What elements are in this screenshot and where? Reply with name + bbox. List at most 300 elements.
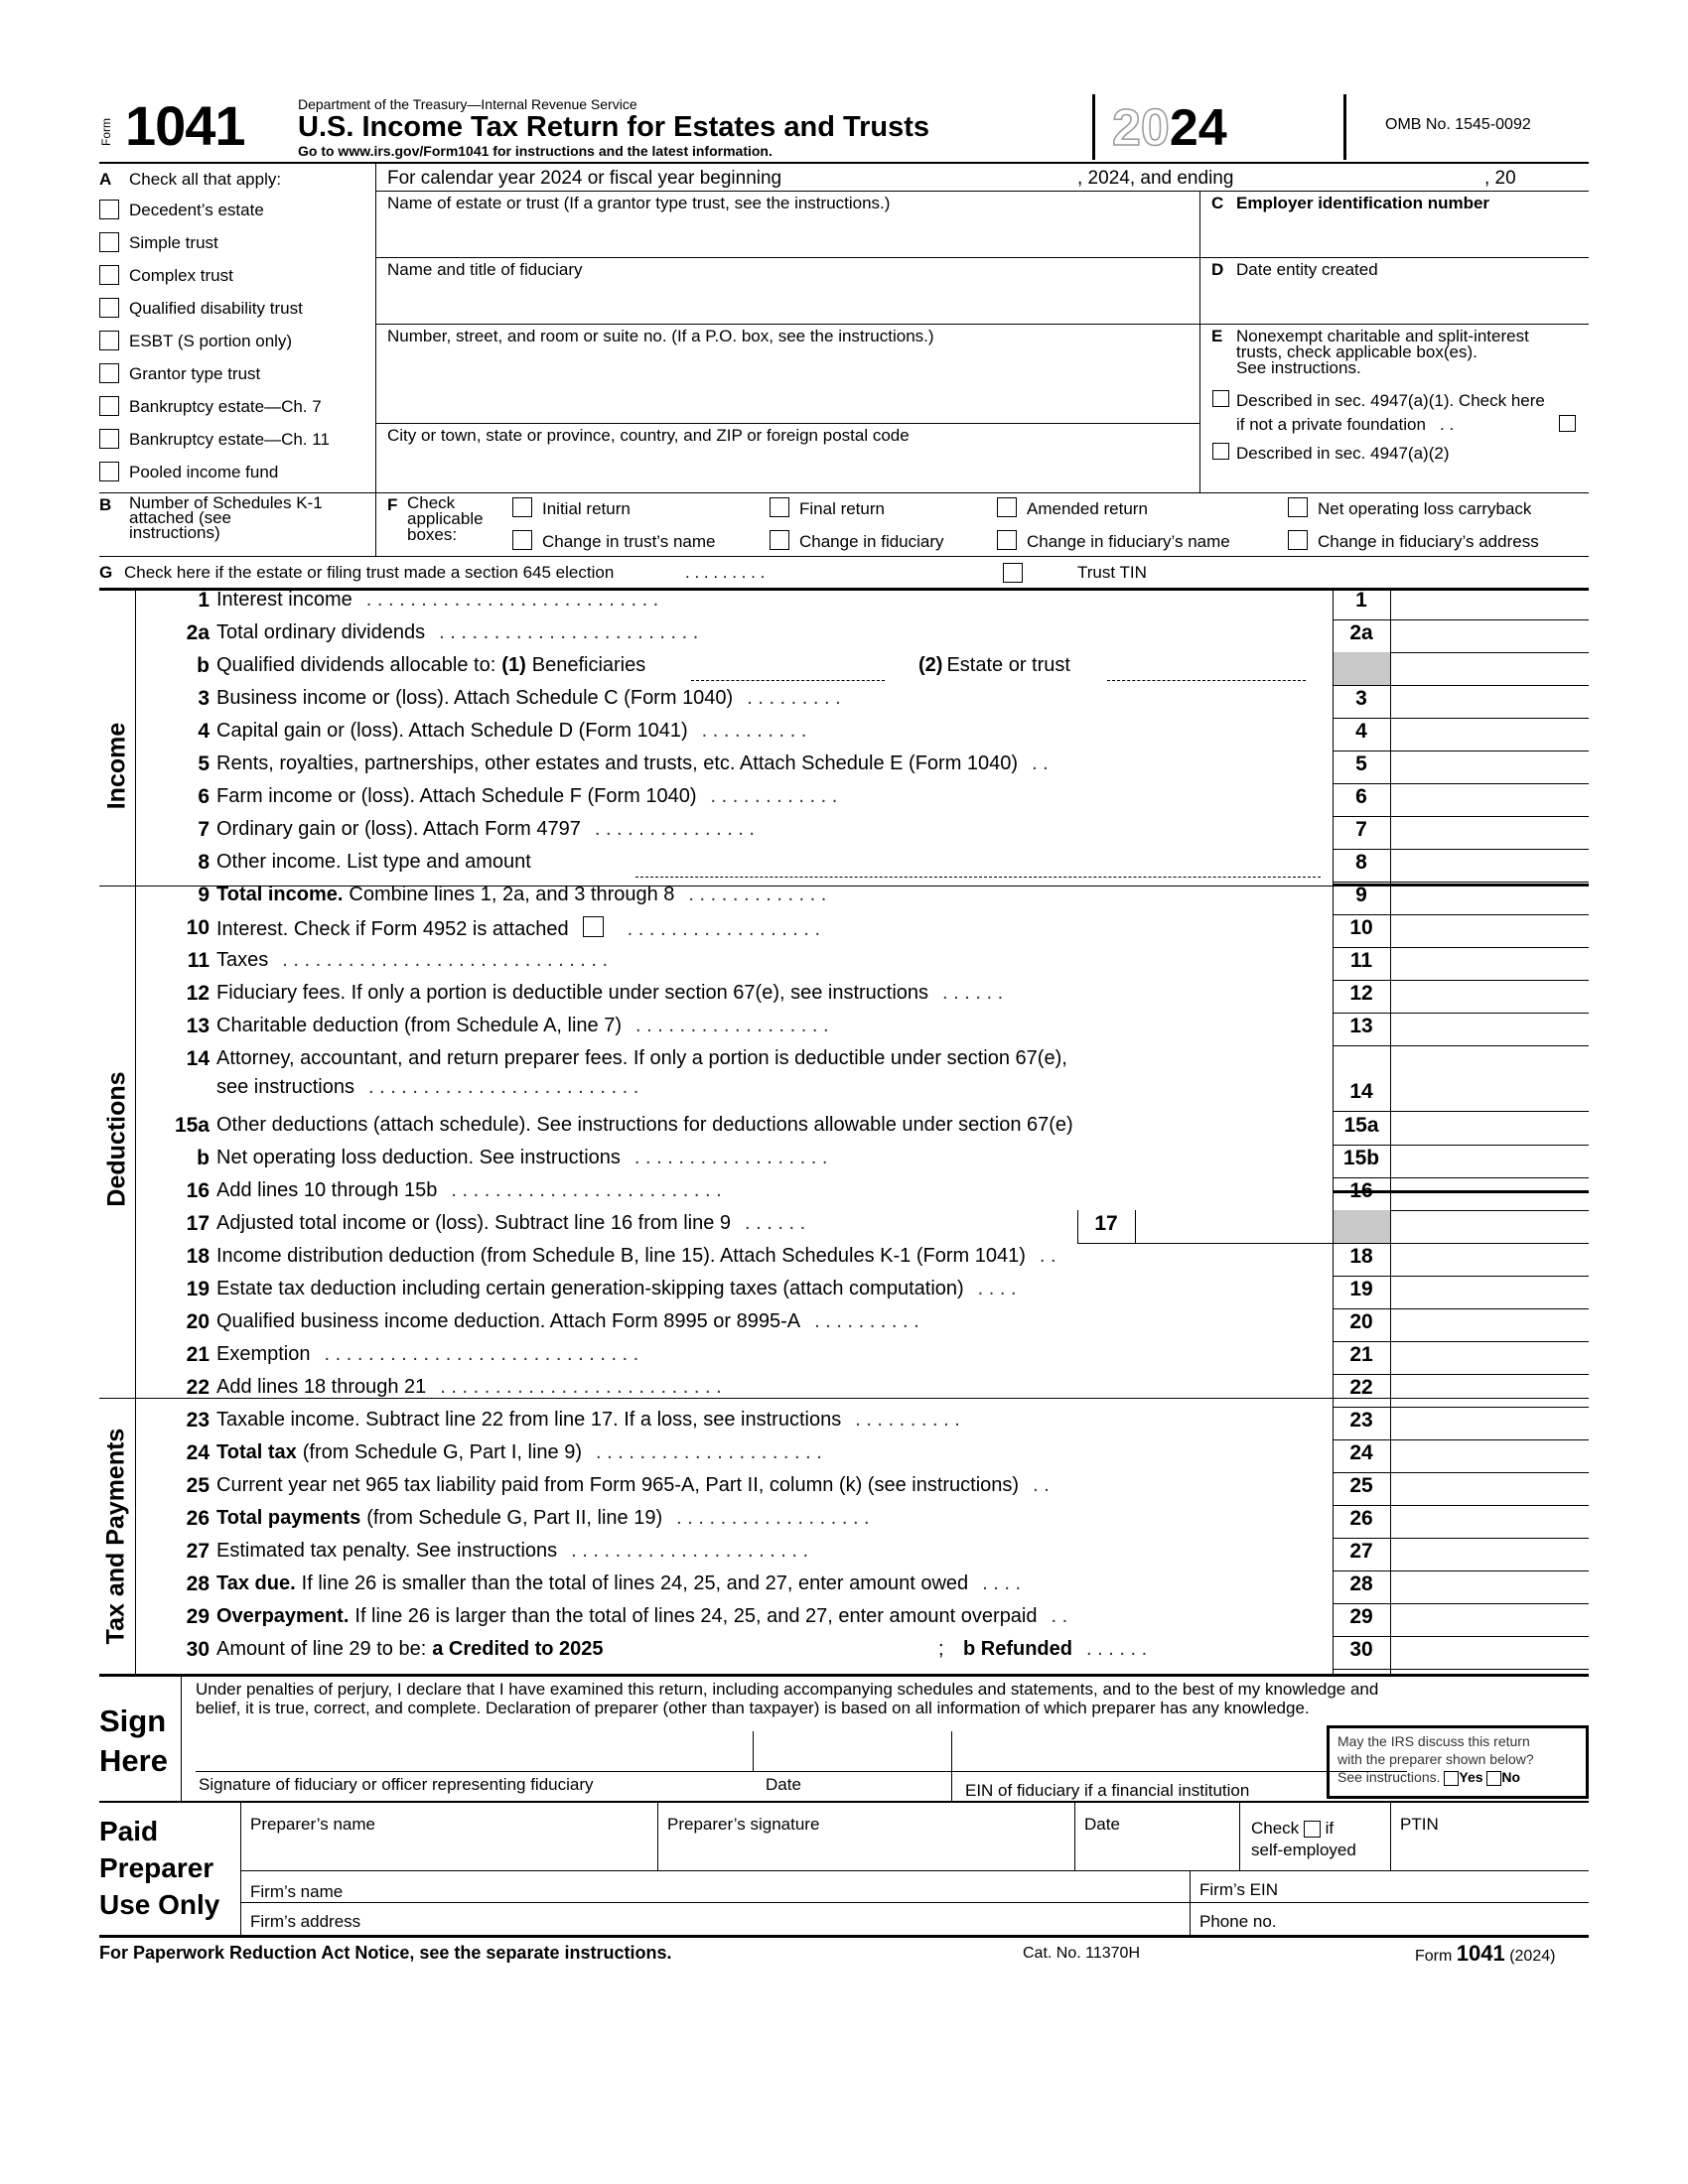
line-text: Total income.	[216, 884, 344, 905]
e-private-foundation-checkbox[interactable]	[1559, 415, 1576, 432]
line-text: Income distribution deduction (from Schedule B, line 15). Attach Schedules K-1 (Form 1041)	[216, 1245, 1026, 1267]
deductions-section-title: Deductions	[102, 1071, 131, 1207]
e-option-1: Described in sec. 4947(a)(1). Check here	[1236, 391, 1545, 410]
line-label	[216, 621, 698, 644]
line-text: Other income. List type and amount	[216, 851, 531, 873]
divider	[1190, 1870, 1191, 1937]
line-text: Beneficiaries	[531, 654, 646, 676]
line-number: 25	[186, 1474, 210, 1497]
line-text: Qualified dividends allocable to:	[216, 654, 496, 676]
amount-field[interactable]	[1390, 1536, 1589, 1566]
irs-discuss-no-checkbox[interactable]	[1486, 1771, 1501, 1786]
amount-field[interactable]	[1390, 1076, 1589, 1106]
section-f-checkbox[interactable]	[770, 497, 789, 517]
line-box-label: 8	[1355, 851, 1367, 874]
divider	[99, 1674, 1589, 1677]
footer-form-number: 1041	[1456, 1941, 1505, 1966]
amount-field[interactable]	[1390, 1175, 1589, 1205]
instructions-link[interactable]: Go to www.irs.gov/Form1041 for instructions and the latest information.	[298, 143, 773, 159]
leader-dots: . .	[1039, 1245, 1056, 1267]
line-text: Taxable income. Subtract line 22 from line 17. If a loss, see instructions	[216, 1409, 842, 1431]
divider	[1333, 685, 1589, 686]
amount-field[interactable]	[1390, 1143, 1589, 1172]
line-text: see instructions	[216, 1076, 354, 1098]
section-f-checkbox[interactable]	[770, 530, 789, 550]
amount-field[interactable]	[1390, 1306, 1589, 1336]
line-label	[216, 1441, 822, 1464]
fiduciary-name-field[interactable]: Name and title of fiduciary	[387, 260, 583, 279]
line-number: 4	[198, 720, 210, 743]
irs-discuss-options	[1337, 1768, 1578, 1786]
line-label	[216, 1572, 1021, 1595]
line-label	[216, 1540, 808, 1563]
line-box-label: 21	[1349, 1343, 1373, 1366]
line-box-label: 15b	[1342, 1147, 1380, 1169]
line-number: 30	[186, 1638, 210, 1661]
line-number: 12	[186, 982, 210, 1005]
firm-address-field[interactable]: Firm’s address	[250, 1912, 361, 1931]
line-label	[216, 1343, 638, 1366]
header-divider	[1092, 94, 1095, 160]
no-label: No	[1501, 1769, 1521, 1785]
line-label	[216, 884, 826, 906]
yes-label: Yes	[1459, 1769, 1483, 1785]
g-dots: . . . . . . . . .	[685, 563, 766, 582]
footer-form	[1415, 1941, 1555, 1967]
leader-dots: . . . .	[982, 1572, 1022, 1594]
line-label	[216, 654, 645, 677]
line-text: Total payments	[216, 1507, 361, 1529]
amount-field[interactable]	[1390, 683, 1589, 713]
section-f-option: Final return	[799, 499, 885, 518]
divider	[1077, 1243, 1333, 1244]
section-a-checkbox[interactable]	[99, 200, 119, 219]
line-label	[216, 1047, 1067, 1070]
section-f-text	[407, 495, 484, 543]
line-text: Add lines 10 through 15b	[216, 1179, 438, 1201]
section-a-checkbox[interactable]	[99, 298, 119, 318]
line-label	[216, 1376, 722, 1399]
line-number: 6	[198, 785, 210, 808]
line-number: 23	[186, 1409, 210, 1432]
section-e-text: See instructions.	[1236, 358, 1361, 377]
amount-field[interactable]	[1390, 1274, 1589, 1303]
e-option-1b: if not a private foundation	[1236, 415, 1426, 434]
line-box-label: 7	[1355, 818, 1367, 841]
section-g-label: G	[99, 563, 113, 582]
sign-title-line: Sign	[99, 1704, 167, 1738]
divider	[1333, 1045, 1589, 1046]
line-label	[918, 654, 1070, 677]
line-text: a Credited to 2025	[432, 1638, 604, 1660]
amount-field[interactable]	[1390, 781, 1589, 811]
leader-dots: . . . . . . . . . . . . . . . . . . . . . . . . . . .	[365, 589, 659, 611]
section-f-checkbox[interactable]	[1288, 530, 1308, 550]
section-b-text	[129, 495, 323, 540]
amount-field[interactable]	[1390, 814, 1589, 844]
entity-section	[99, 164, 1589, 493]
section-f-option: Change in fiduciary	[799, 532, 944, 551]
header-divider	[1343, 94, 1346, 160]
section-a-option: ESBT (S portion only)	[129, 332, 293, 350]
section-f-option: Initial return	[542, 499, 631, 518]
line-text: Estimated tax penalty. See instructions	[216, 1540, 558, 1562]
perjury-text: Under penalties of perjury, I declare that I have examined this return, including accompanying schedules and statements, and to the best of my knowledge and	[196, 1680, 1379, 1699]
divider	[181, 1674, 182, 1803]
other-income-field[interactable]	[635, 877, 1321, 878]
amount-field[interactable]	[1390, 1601, 1589, 1631]
divider	[657, 1803, 658, 1870]
leader-dots: . . . . . . . . . .	[814, 1310, 919, 1332]
line-label	[216, 1245, 1056, 1268]
section-a-checkbox[interactable]	[99, 396, 119, 416]
line-label	[216, 1147, 827, 1169]
fiduciary-signature-field[interactable]: Signature of fiduciary or officer representing fiduciary	[199, 1775, 594, 1794]
line-box-label: 29	[1349, 1605, 1373, 1628]
line-box-label: 13	[1349, 1015, 1373, 1037]
amount-field[interactable]	[1390, 945, 1589, 975]
preparer-title-line: Use Only	[99, 1889, 220, 1920]
line-label	[216, 785, 837, 808]
divider	[1239, 1803, 1240, 1870]
leader-dots: . . . . . . . . . . . . . . . . . .	[635, 1015, 829, 1036]
divider	[1333, 1669, 1589, 1670]
city-field[interactable]: City or town, state or province, country, and ZIP or foreign postal code	[387, 426, 910, 445]
amount-field[interactable]	[1390, 716, 1589, 746]
divider	[951, 1731, 952, 1803]
irs-discuss-text: with the preparer shown below?	[1337, 1751, 1534, 1767]
preparer-title-line: Paid	[99, 1816, 159, 1846]
section-f-option: Amended return	[1027, 499, 1148, 518]
e-4947a1-checkbox[interactable]	[1212, 390, 1229, 407]
line-number: 21	[186, 1343, 210, 1366]
line-box-label: 12	[1349, 982, 1373, 1005]
line-text: b Refunded	[963, 1638, 1072, 1660]
line-text: Tax due.	[216, 1572, 296, 1594]
sign-date-field[interactable]: Date	[766, 1775, 801, 1794]
section-f-checkbox[interactable]	[512, 530, 532, 550]
line-text: Farm income or (loss). Attach Schedule F (Form 1040)	[216, 785, 697, 807]
fiduciary-ein-field[interactable]: EIN of fiduciary if a financial institution	[965, 1781, 1250, 1800]
divider	[1199, 191, 1200, 493]
section-a-option: Bankruptcy estate—Ch. 7	[129, 397, 322, 416]
amount-field[interactable]	[1390, 1569, 1589, 1598]
section-d-label: D	[1211, 260, 1224, 279]
line-box-label: 15a	[1343, 1114, 1379, 1137]
line-box-label: 9	[1355, 884, 1367, 906]
leader-dots: . . . . . . . . . . . . . . . . . . . . . .	[571, 1540, 809, 1562]
line-number: 14	[186, 1047, 210, 1070]
line-text: (1)	[501, 654, 526, 676]
leader-dots: . . . . . . . . . . . . . . . . . . . . . . . . .	[367, 1076, 639, 1098]
form-title: U.S. Income Tax Return for Estates and Trusts	[298, 111, 930, 143]
section-f-checkbox[interactable]	[997, 497, 1017, 517]
line-text: ;	[938, 1638, 944, 1660]
line-text: Amount of line 29 to be:	[216, 1638, 427, 1660]
line-box-label: 26	[1349, 1507, 1373, 1530]
divider	[240, 1902, 1589, 1903]
line-17-amount-field[interactable]	[1136, 1210, 1332, 1243]
line-label	[216, 1015, 829, 1037]
line-label	[216, 1310, 919, 1333]
ein-field[interactable]: Employer identification number	[1236, 194, 1490, 212]
estate-name-field[interactable]: Name of estate or trust (If a grantor type trust, see the instructions.)	[387, 194, 891, 212]
line-number: 27	[186, 1540, 210, 1563]
line-number: 9	[198, 884, 210, 906]
line-number: 22	[186, 1376, 210, 1399]
line-number: 18	[186, 1245, 210, 1268]
line-number: 8	[198, 851, 210, 874]
line-label	[216, 982, 1003, 1005]
line-text: Net operating loss deduction. See instructions	[216, 1147, 621, 1168]
section-a-checkbox[interactable]	[99, 429, 119, 449]
section-a-checkbox[interactable]	[99, 331, 119, 350]
section-c-label: C	[1211, 194, 1224, 212]
line-box-label: 18	[1349, 1245, 1373, 1268]
section-a-option: Decedent’s estate	[129, 201, 264, 219]
line-box-label: 23	[1349, 1409, 1373, 1432]
leader-dots: . . . . . . . . . . . . .	[688, 884, 827, 905]
section-b-line: Number of Schedules K-1	[129, 493, 323, 512]
line-box-label: 11	[1349, 949, 1373, 972]
line-text: Capital gain or (loss). Attach Schedule D (Form 1041)	[216, 720, 688, 742]
irs-discuss-text: May the IRS discuss this return	[1337, 1733, 1530, 1749]
firm-ein-field[interactable]: Firm’s EIN	[1199, 1880, 1279, 1899]
leader-dots: . .	[1051, 1605, 1068, 1627]
estate-amount-field[interactable]	[1107, 680, 1306, 681]
amount-field[interactable]	[1390, 585, 1589, 614]
section-a-option: Qualified disability trust	[129, 299, 303, 318]
line-label	[216, 818, 755, 841]
tax-year-bold: 24	[1169, 99, 1227, 157]
self-employed-label: self-employed	[1251, 1841, 1356, 1859]
line-number: 15a	[174, 1114, 210, 1137]
leader-dots: . . . . . . . . . .	[701, 720, 807, 742]
beneficiaries-amount-field[interactable]	[691, 680, 885, 681]
amount-field[interactable]	[1390, 978, 1589, 1008]
section-a-option: Complex trust	[129, 266, 233, 285]
amount-field[interactable]	[1390, 847, 1589, 877]
line-number: b	[197, 1147, 210, 1169]
line-number: 28	[186, 1572, 210, 1595]
line-text: (from Schedule G, Part II, line 19)	[366, 1507, 663, 1529]
line-text: (from Schedule G, Part I, line 9)	[302, 1441, 582, 1463]
line-label	[216, 851, 531, 874]
calendar-line-year: , 20	[1484, 168, 1516, 189]
phone-field[interactable]: Phone no.	[1199, 1912, 1277, 1931]
amount-field[interactable]	[1390, 1372, 1589, 1402]
section-a-heading: Check all that apply:	[129, 170, 282, 189]
line-box-label: 3	[1355, 687, 1367, 710]
line-number: 16	[186, 1179, 210, 1202]
line-number: 3	[198, 687, 210, 710]
section-a-checkbox[interactable]	[99, 363, 119, 383]
line-box-label: 24	[1349, 1441, 1373, 1464]
leader-dots: . . . . . . . . . . . . . . . . . . . . . . . .	[439, 621, 699, 643]
section-a-checkbox[interactable]	[99, 232, 119, 252]
section-b-line: instructions)	[129, 523, 220, 542]
line-items	[99, 589, 1589, 1674]
line-box-label: 1	[1355, 589, 1367, 612]
section-b-label: B	[99, 495, 112, 514]
line-box-label: 16	[1349, 1179, 1373, 1202]
e-dots: . .	[1440, 415, 1455, 434]
line-number: 1	[198, 589, 210, 612]
amount-field[interactable]	[1390, 1110, 1589, 1140]
tax-payments-section-title: Tax and Payments	[101, 1428, 130, 1645]
section-f-line: Check	[407, 493, 456, 512]
line-text: Adjusted total income or (loss). Subtract line 16 from line 9	[216, 1212, 732, 1234]
divider	[196, 1771, 1407, 1772]
self-employed-checkbox[interactable]	[1304, 1821, 1321, 1838]
sign-title-line: Here	[99, 1743, 168, 1778]
line-box-label: 10	[1349, 916, 1373, 939]
line-label	[216, 1278, 1017, 1300]
section-f-checkbox[interactable]	[512, 497, 532, 517]
sign-here-title	[99, 1702, 168, 1781]
leader-dots: . . . .	[977, 1278, 1017, 1299]
leader-dots: . . . . . . . . . . . .	[710, 785, 838, 807]
irs-discuss-text: See instructions.	[1337, 1769, 1441, 1785]
section-f-checkbox[interactable]	[1288, 497, 1308, 517]
e-option-2: Described in sec. 4947(a)(2)	[1236, 444, 1450, 463]
section-f-option: Change in fiduciary’s name	[1027, 532, 1230, 551]
section-e-text: Nonexempt charitable and split-interest	[1236, 327, 1529, 345]
preparer-name-field[interactable]: Preparer’s name	[250, 1815, 375, 1834]
line-label	[216, 1076, 638, 1099]
line-label	[216, 1212, 805, 1235]
amount-field[interactable]	[1390, 1437, 1589, 1467]
footer-form-prefix: Form	[1415, 1948, 1453, 1965]
form-1041	[99, 94, 1589, 1967]
preparer-date-field[interactable]: Date	[1084, 1815, 1120, 1834]
amount-field[interactable]	[1390, 1011, 1589, 1040]
irs-discuss-yes-checkbox[interactable]	[1444, 1771, 1459, 1786]
section-a-checkbox[interactable]	[99, 265, 119, 285]
divider	[375, 257, 1589, 258]
leader-dots: . . . . . . . . . .	[855, 1409, 960, 1431]
irs-discuss-box	[1327, 1725, 1589, 1799]
section-a-option: Bankruptcy estate—Ch. 11	[129, 430, 330, 449]
tax-year	[1112, 98, 1227, 158]
line-number: 10	[186, 916, 210, 939]
section-f-line: boxes:	[407, 525, 458, 544]
line-label	[216, 949, 608, 972]
amount-field[interactable]	[1390, 1241, 1589, 1271]
perjury-text: belief, it is true, correct, and complete. Declaration of preparer (other than taxpayer) is based on all information of which preparer has any knowledge.	[196, 1699, 1310, 1717]
section-e-text: trusts, check applicable box(es).	[1236, 342, 1477, 361]
omb-number: OMB No. 1545-0092	[1385, 116, 1531, 133]
amount-field[interactable]	[1390, 1503, 1589, 1533]
preparer-section	[99, 1803, 1589, 1937]
firm-name-field[interactable]: Firm’s name	[250, 1882, 344, 1901]
section-645-checkbox[interactable]	[1003, 563, 1023, 583]
section-g-text: Check here if the estate or filing trust made a section 645 election	[124, 563, 615, 582]
line-number: 17	[186, 1212, 210, 1235]
section-f-label: F	[387, 495, 398, 514]
cat-number: Cat. No. 11370H	[1023, 1945, 1140, 1962]
paperwork-notice: For Paperwork Reduction Act Notice, see the separate instructions.	[99, 1943, 672, 1963]
section-f-option: Net operating loss carryback	[1318, 499, 1532, 518]
form-4952-checkbox[interactable]	[583, 916, 604, 937]
divider	[1074, 1803, 1075, 1870]
form-word: Form	[99, 118, 113, 146]
amount-field[interactable]	[1390, 880, 1589, 909]
section-f-option: Change in trust’s name	[542, 532, 716, 551]
amount-field[interactable]	[1390, 1634, 1589, 1664]
trust-tin-field[interactable]: Trust TIN	[1077, 563, 1147, 582]
line-number: 13	[186, 1015, 210, 1037]
b-f-row	[99, 493, 1589, 557]
section-a-checkbox[interactable]	[99, 462, 119, 481]
section-f-line: applicable	[407, 509, 484, 528]
form-header	[99, 94, 1589, 164]
amount-field[interactable]	[1390, 1470, 1589, 1500]
line-label	[216, 1474, 1050, 1497]
leader-dots: . . . . . . . . . . . . . . . . . . . . . . . . . .	[440, 1376, 722, 1398]
line-text: Overpayment.	[216, 1605, 350, 1627]
amount-field[interactable]	[1390, 749, 1589, 778]
divider	[375, 191, 1589, 192]
line-box-label: 19	[1349, 1278, 1373, 1300]
amount-field[interactable]	[1390, 1405, 1589, 1434]
line-label	[963, 1638, 1147, 1661]
shaded-cell	[1334, 1210, 1390, 1243]
date-created-field[interactable]: Date entity created	[1236, 260, 1378, 279]
line-box-label: 22	[1349, 1376, 1373, 1399]
line-box-label: 28	[1349, 1572, 1373, 1595]
tax-year-outline: 20	[1112, 99, 1170, 157]
line-text: Combine lines 1, 2a, and 3 through 8	[349, 884, 675, 905]
street-field[interactable]: Number, street, and room or suite no. (If a P.O. box, see the instructions.)	[387, 327, 934, 345]
preparer-signature-field[interactable]: Preparer’s signature	[667, 1815, 820, 1834]
paid-preparer-title	[99, 1813, 219, 1923]
form-number: 1041	[125, 94, 245, 157]
line-box-label: 20	[1349, 1310, 1373, 1333]
line-label	[216, 1507, 870, 1530]
line-text: Ordinary gain or (loss). Attach Form 4797	[216, 818, 581, 840]
line-number: 29	[186, 1605, 210, 1628]
leader-dots: . . . . . .	[1086, 1638, 1148, 1660]
line-number: 19	[186, 1278, 210, 1300]
line-label	[216, 1179, 722, 1202]
divider	[375, 423, 1199, 424]
line-text: Current year net 965 tax liability paid from Form 965-A, Part II, column (k) (see instructions)	[216, 1474, 1020, 1496]
e-4947a2-checkbox[interactable]	[1212, 443, 1229, 460]
line-label	[216, 1409, 960, 1432]
section-a-label: A	[99, 170, 112, 189]
line-text: Interest. Check if Form 4952 is attached	[216, 918, 569, 940]
line-label	[216, 1605, 1067, 1628]
leader-dots: . . . . . .	[942, 982, 1004, 1004]
line-text: Taxes	[216, 949, 269, 971]
amount-field[interactable]	[1390, 912, 1589, 942]
line-label	[216, 687, 841, 710]
line-text: Total ordinary dividends	[216, 621, 426, 643]
leader-dots: . . . . . . . . . . . . . . . . . . . . . . . . . . . . . .	[282, 949, 609, 971]
line-text: Qualified business income deduction. Attach Form 8995 or 8995-A	[216, 1310, 801, 1332]
line-text: Charitable deduction (from Schedule A, line 7)	[216, 1015, 623, 1036]
divider	[240, 1870, 1589, 1871]
line-box-label: 6	[1355, 785, 1367, 808]
line-text: Total tax	[216, 1441, 297, 1463]
section-f-checkbox[interactable]	[997, 530, 1017, 550]
line-text: Business income or (loss). Attach Schedule C (Form 1040)	[216, 687, 734, 709]
line-number: 24	[186, 1441, 210, 1464]
amount-field[interactable]	[1390, 617, 1589, 647]
amount-field[interactable]	[1390, 1339, 1589, 1369]
ptin-field[interactable]: PTIN	[1400, 1815, 1439, 1834]
